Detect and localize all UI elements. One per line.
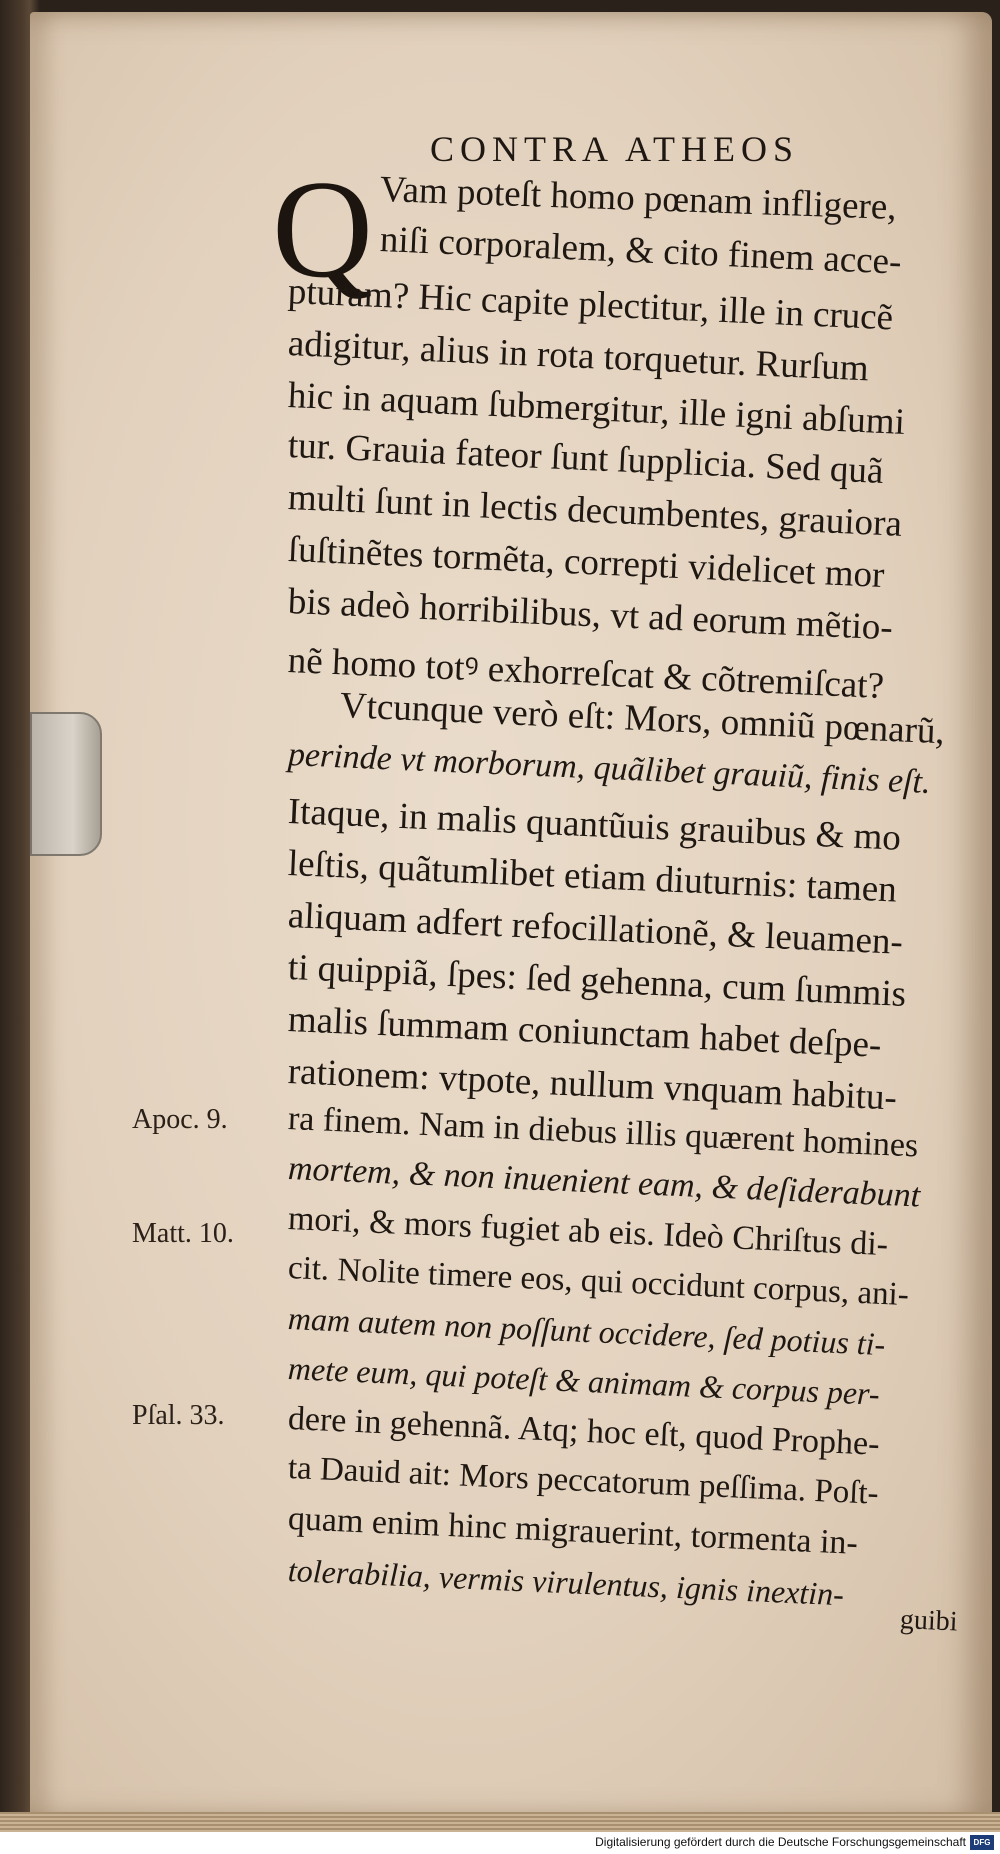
text-line: cit. Nolite timere eos, qui occidunt corpus, ani- [287, 1250, 910, 1314]
margin-note: Matt. 10. [132, 1218, 234, 1249]
text-line: quam enim hinc migrauerint, tormenta in- [287, 1500, 859, 1562]
text-line: ti quippiã, ſpes: ſed gehenna, cum ſummis [287, 947, 907, 1015]
text-line: adigitur, alius in rota torquetur. Rurſum [287, 323, 870, 390]
text-line: bis adeò horribilibus, vt ad eorum mẽtio- [287, 581, 894, 649]
book-clasp [30, 712, 102, 856]
text-line: ta Dauid ait: Mors peccatorum peſſima. Poſt- [287, 1450, 880, 1512]
dfg-logo: DFG [970, 1835, 994, 1850]
text-line: Vam poteſt homo pœnam infligere, [379, 169, 898, 229]
text-line: multi ſunt in lectis decumbentes, grauiora [287, 477, 903, 545]
text-line: tolerabilia, vermis virulentus, ignis inextin- [287, 1552, 845, 1613]
text-line: ſuſtinẽtes tormẽta, correpti videlicet mor [287, 529, 886, 597]
margin-note: Apoc. 9. [132, 1104, 228, 1135]
digitization-footer [0, 1832, 1000, 1854]
running-header: CONTRA ATHEOS [430, 129, 800, 169]
text-line: Itaque, in malis quantũuis grauibus & mo [287, 791, 902, 859]
text-line: Vtcunque verò eſt: Mors, omniũ pœnarũ, [339, 685, 946, 753]
footer-credit: Digitalisierung gefördert durch die Deutsche Forschungsgemeinschaft [595, 1835, 966, 1849]
text-line: mori, & mors fugiet ab eis. Ideò Chriſtus di- [287, 1200, 889, 1264]
text-line: leſtis, quãtumlibet etiam diuturnis: tamen [287, 843, 898, 911]
drop-capital: Q [272, 152, 374, 307]
text-line: hic in aquam ſubmergitur, ille igni abſumi [287, 375, 906, 443]
text-line: dere in gehennã. Atq; hoc eſt, quod Prophe- [287, 1400, 881, 1463]
text-line: rationem: vtpote, nullum vnquam habitu- [287, 1051, 898, 1119]
text-line: mortem, & non inuenient eam, & deſiderabunt [287, 1150, 921, 1215]
text-line: guibi [899, 1604, 959, 1638]
text-line: pturam? Hic capite plectitur, ille in crucẽ [287, 271, 894, 339]
text-line: mam autem non poſſunt occidere, ſed potius ti- [287, 1300, 887, 1363]
text-line: tur. Grauia fateor ſunt ſupplicia. Sed quã [287, 425, 885, 492]
text-line: nẽ homo totꝰ exhorreſcat & cõtremiſcat? [286, 640, 885, 708]
margin-note: Pſal. 33. [132, 1400, 225, 1431]
text-line: perinde vt morborum, quãlibet grauiũ, finis eſt. [287, 736, 932, 802]
text-line: mete eum, qui poteſt & animam & corpus per- [287, 1350, 881, 1412]
page-edges [0, 1812, 1000, 1832]
text-line: niſi corporalem, & cito finem acce- [379, 219, 903, 283]
text-line: aliquam adfert refocillationẽ, & leuamen- [287, 895, 904, 963]
text-line: ra finem. Nam in diebus illis quærent homines [287, 1100, 920, 1165]
text-line: malis ſummam coniunctam habet deſpe- [287, 999, 883, 1066]
